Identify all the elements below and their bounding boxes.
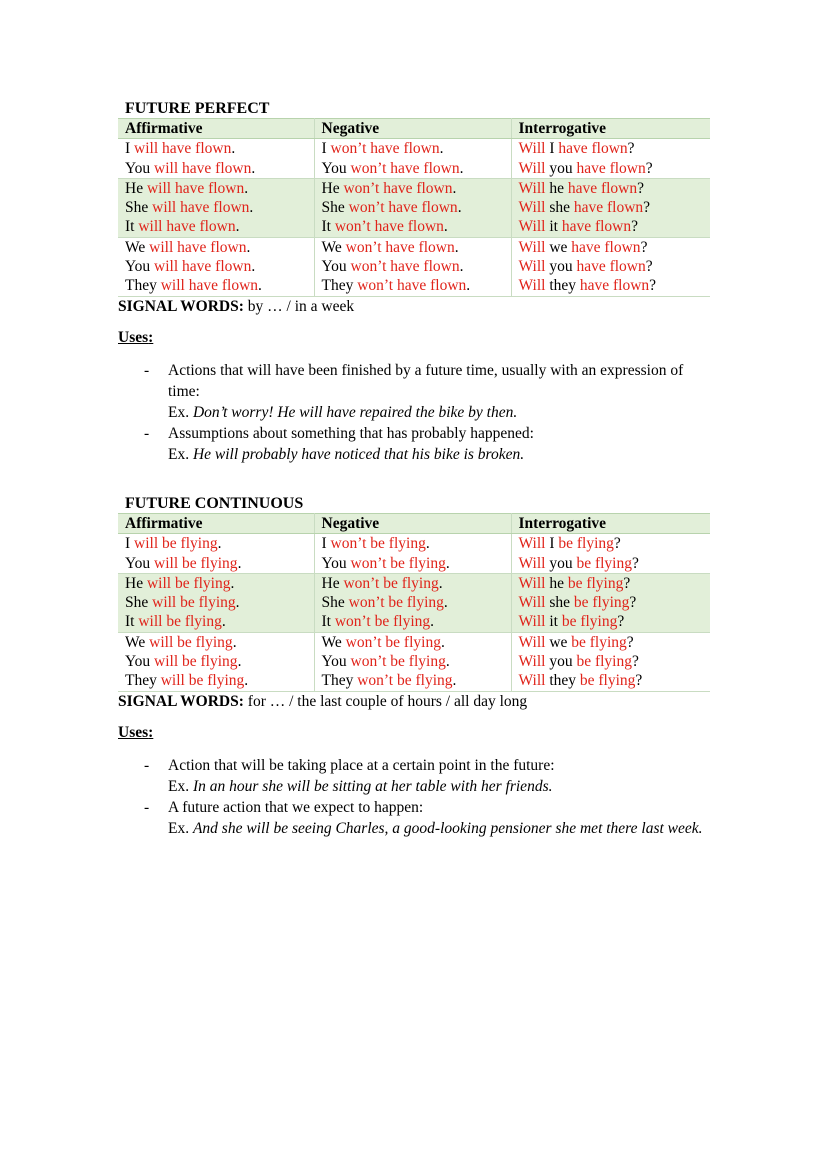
cell-negative: [314, 276, 511, 296]
verb-form: will have flown: [146, 179, 245, 197]
word: He: [125, 574, 147, 592]
word: We: [125, 238, 150, 256]
use-description: A future action that we expect to happen:: [168, 798, 424, 816]
signal-words: [118, 297, 710, 317]
word: You: [125, 159, 155, 177]
word: we: [545, 238, 572, 256]
uses-heading-text: Uses: [118, 723, 149, 741]
verb-form: be flying: [558, 535, 614, 553]
cell-interrogative: [511, 257, 710, 276]
cell-interrogative: [511, 198, 710, 217]
word: .: [249, 199, 254, 217]
word: .: [452, 179, 457, 197]
word: It: [125, 218, 139, 236]
word: .: [443, 218, 448, 236]
header-negative: Negative: [314, 119, 511, 139]
verb-form: Will: [518, 672, 546, 690]
word: She: [125, 199, 153, 217]
table-row: [118, 217, 710, 237]
future-continuous-section: [118, 494, 710, 839]
cell-negative: [314, 593, 511, 612]
example-text: Don’t worry! He will have repaired the bike by then.: [192, 403, 518, 421]
verb-form: won’t have flown: [350, 159, 460, 177]
word: .: [217, 535, 222, 553]
verb-form: Will: [518, 159, 546, 177]
word: .: [246, 238, 251, 256]
verb-form: won’t be flying: [343, 574, 439, 592]
cell-affirmative: [118, 593, 314, 612]
verb-form: won’t have flown: [357, 277, 467, 295]
cell-affirmative: [118, 198, 314, 217]
word: ?: [649, 277, 657, 295]
dash-bullet: -: [144, 361, 150, 379]
word: you: [545, 258, 577, 276]
cell-affirmative: [118, 534, 314, 554]
future-perfect-section: [118, 99, 710, 465]
word: It: [321, 613, 335, 631]
verb-form: be flying: [579, 672, 636, 690]
verb-form: have flown: [571, 238, 641, 256]
verb-form: will be flying: [138, 613, 222, 631]
verb-form: will be flying: [152, 594, 236, 612]
uses-list: [118, 360, 710, 465]
use-description: Action that will be taking place at a certain point in the future:: [168, 756, 555, 774]
word: ?: [640, 238, 648, 256]
word: he: [545, 179, 568, 197]
table-row: [118, 593, 710, 612]
verb-form: will have flown: [154, 258, 252, 276]
word: .: [466, 277, 471, 295]
verb-form: Will: [518, 199, 546, 217]
cell-interrogative: [511, 217, 710, 237]
uses-heading: [118, 328, 710, 348]
verb-form: be flying: [576, 653, 632, 671]
word: .: [425, 535, 430, 553]
word: .: [440, 633, 445, 651]
table-header-row: [118, 514, 710, 534]
word: They: [321, 672, 358, 690]
word: You: [125, 258, 155, 276]
word: she: [545, 594, 574, 612]
cell-interrogative: [511, 671, 710, 691]
future-perfect-title: FUTURE PERFECT: [125, 100, 270, 117]
cell-interrogative: [511, 612, 710, 632]
verb-form: won’t be flying: [334, 613, 431, 631]
verb-form: won’t be flying: [345, 633, 441, 651]
cell-negative: [314, 198, 511, 217]
word: .: [237, 653, 242, 671]
word: He: [125, 179, 147, 197]
list-item: [118, 423, 710, 465]
verb-form: be flying: [567, 574, 624, 592]
table-row: [118, 632, 710, 652]
verb-form: won’t have flown: [330, 140, 440, 158]
table-row: [118, 554, 710, 574]
cell-affirmative: [118, 178, 314, 198]
cell-affirmative: [118, 257, 314, 276]
word: He: [321, 179, 344, 197]
cell-interrogative: [511, 276, 710, 296]
verb-form: be flying: [561, 613, 618, 631]
cell-negative: [314, 217, 511, 237]
word: .: [445, 653, 450, 671]
table-row: [118, 652, 710, 671]
table-row: [118, 139, 710, 159]
word: .: [457, 199, 462, 217]
word: You: [321, 653, 351, 671]
cell-negative: [314, 612, 511, 632]
word: they: [545, 672, 580, 690]
verb-form: Will: [518, 277, 546, 295]
dash-bullet: -: [144, 756, 150, 774]
verb-form: be flying: [571, 633, 627, 651]
future-perfect-table: [118, 118, 710, 297]
word: They: [125, 277, 161, 295]
verb-form: Will: [518, 574, 546, 592]
word: ?: [629, 594, 637, 612]
cell-negative: [314, 237, 511, 257]
table-row: [118, 612, 710, 632]
cell-negative: [314, 534, 511, 554]
cell-affirmative: [118, 554, 314, 574]
word: you: [545, 653, 577, 671]
word: .: [231, 140, 236, 158]
uses-heading-colon: :: [148, 723, 154, 741]
header-negative: Negative: [314, 514, 511, 534]
use-description: Assumptions about something that has probably happened:: [168, 424, 534, 442]
verb-form: won’t be flying: [350, 554, 446, 572]
word: She: [125, 594, 153, 612]
word: .: [251, 258, 256, 276]
word: .: [230, 574, 235, 592]
word: .: [452, 672, 457, 690]
word: she: [545, 199, 574, 217]
word: .: [445, 554, 450, 572]
word: .: [235, 594, 240, 612]
word: We: [321, 238, 346, 256]
word: .: [235, 218, 240, 236]
word: ?: [635, 672, 643, 690]
word: I: [321, 140, 331, 158]
signal-words-text: by … / in a week: [243, 297, 355, 315]
word: He: [321, 574, 344, 592]
example-prefix: Ex.: [168, 777, 193, 795]
uses-heading: [118, 723, 710, 743]
use-example: [168, 402, 710, 423]
cell-affirmative: [118, 217, 314, 237]
verb-form: Will: [518, 535, 546, 553]
cell-negative: [314, 573, 511, 593]
cell-affirmative: [118, 612, 314, 632]
verb-form: will have flown: [152, 199, 250, 217]
verb-form: Will: [518, 218, 546, 236]
verb-form: Will: [518, 179, 546, 197]
cell-negative: [314, 178, 511, 198]
verb-form: won’t have flown: [350, 258, 460, 276]
word: I: [545, 140, 559, 158]
cell-interrogative: [511, 554, 710, 574]
word: ?: [631, 653, 639, 671]
cell-negative: [314, 159, 511, 179]
cell-interrogative: [511, 534, 710, 554]
word: They: [125, 672, 161, 690]
verb-form: Will: [518, 613, 546, 631]
cell-interrogative: [511, 159, 710, 179]
verb-form: will be flying: [134, 535, 218, 553]
table-row: [118, 671, 710, 691]
verb-form: have flown: [576, 258, 646, 276]
verb-form: Will: [518, 258, 546, 276]
cell-affirmative: [118, 652, 314, 671]
verb-form: will have flown: [149, 238, 247, 256]
future-continuous-title: FUTURE CONTINUOUS: [125, 495, 304, 512]
verb-form: won’t have flown: [343, 179, 453, 197]
cell-affirmative: [118, 237, 314, 257]
cell-interrogative: [511, 593, 710, 612]
word: ?: [617, 613, 625, 631]
word: .: [251, 159, 256, 177]
word: ?: [631, 554, 639, 572]
table-row: [118, 276, 710, 296]
word: .: [232, 633, 237, 651]
cell-affirmative: [118, 159, 314, 179]
word: I: [545, 535, 559, 553]
verb-form: have flown: [573, 199, 644, 217]
word: ?: [643, 199, 651, 217]
dash-bullet: -: [144, 424, 150, 442]
verb-form: Will: [518, 238, 546, 256]
verb-form: will have flown: [160, 277, 259, 295]
word: ?: [613, 535, 621, 553]
example-text: And she will be seeing Charles, a good-looking pensioner she met there last week.: [192, 819, 703, 837]
list-item: [118, 755, 710, 797]
cell-negative: [314, 139, 511, 159]
table-row: [118, 573, 710, 593]
word: .: [221, 613, 226, 631]
verb-form: Will: [518, 140, 546, 158]
word: .: [244, 672, 249, 690]
word: I: [125, 140, 135, 158]
word: they: [545, 277, 580, 295]
verb-form: will be flying: [154, 554, 238, 572]
header-affirmative: Affirmative: [118, 514, 314, 534]
table-header-row: [118, 119, 710, 139]
verb-form: will have flown: [134, 140, 232, 158]
word: They: [321, 277, 358, 295]
word: You: [321, 554, 351, 572]
verb-form: have flown: [567, 179, 638, 197]
word: It: [321, 218, 335, 236]
cell-interrogative: [511, 178, 710, 198]
cell-affirmative: [118, 139, 314, 159]
verb-form: have flown: [558, 140, 628, 158]
signal-words-text: for … / the last couple of hours / all day long: [243, 692, 528, 710]
cell-interrogative: [511, 652, 710, 671]
word: She: [321, 199, 349, 217]
header-affirmative: Affirmative: [118, 119, 314, 139]
cell-negative: [314, 257, 511, 276]
signal-words-label: SIGNAL WORDS:: [118, 297, 244, 315]
cell-negative: [314, 652, 511, 671]
cell-affirmative: [118, 632, 314, 652]
verb-form: will be flying: [154, 653, 238, 671]
future-continuous-table: [118, 513, 710, 692]
verb-form: be flying: [576, 554, 632, 572]
uses-heading-colon: :: [148, 328, 154, 346]
word: ?: [637, 179, 645, 197]
verb-form: won’t be flying: [348, 594, 444, 612]
uses-heading-text: Uses: [118, 328, 149, 346]
word: .: [459, 159, 464, 177]
word: She: [321, 594, 349, 612]
verb-form: be flying: [573, 594, 630, 612]
verb-form: will be flying: [146, 574, 231, 592]
word: it: [545, 218, 562, 236]
word: .: [439, 140, 444, 158]
word: ?: [626, 633, 634, 651]
word: It: [125, 613, 139, 631]
example-text: He will probably have noticed that his bike is broken.: [192, 445, 525, 463]
use-example: [168, 444, 710, 465]
verb-form: have flown: [561, 218, 632, 236]
word: I: [125, 535, 135, 553]
example-prefix: Ex.: [168, 403, 193, 421]
table-row: [118, 178, 710, 198]
verb-form: won’t have flown: [334, 218, 444, 236]
cell-interrogative: [511, 632, 710, 652]
use-description: Actions that will have been finished by a future time, usually with an expression of time:: [168, 361, 684, 400]
cell-interrogative: [511, 237, 710, 257]
list-item: [118, 797, 710, 839]
word: You: [125, 554, 155, 572]
word: you: [545, 554, 577, 572]
uses-list: [118, 755, 710, 839]
verb-form: have flown: [579, 277, 650, 295]
cell-affirmative: [118, 671, 314, 691]
signal-words: [118, 692, 710, 712]
verb-form: Will: [518, 653, 546, 671]
word: I: [321, 535, 331, 553]
word: we: [545, 633, 572, 651]
verb-form: will have flown: [138, 218, 236, 236]
word: it: [545, 613, 562, 631]
cell-interrogative: [511, 573, 710, 593]
verb-form: Will: [518, 594, 546, 612]
cell-negative: [314, 632, 511, 652]
word: We: [125, 633, 150, 651]
example-prefix: Ex.: [168, 819, 193, 837]
word: ?: [623, 574, 631, 592]
word: ?: [627, 140, 635, 158]
cell-negative: [314, 671, 511, 691]
word: .: [459, 258, 464, 276]
verb-form: have flown: [576, 159, 646, 177]
table-row: [118, 198, 710, 217]
cell-interrogative: [511, 139, 710, 159]
cell-affirmative: [118, 276, 314, 296]
word: .: [443, 594, 448, 612]
word: .: [258, 277, 262, 295]
word: ?: [645, 159, 653, 177]
word: .: [430, 613, 435, 631]
verb-form: won’t have flown: [345, 238, 455, 256]
verb-form: will be flying: [160, 672, 245, 690]
dash-bullet: -: [144, 798, 150, 816]
word: .: [244, 179, 249, 197]
verb-form: will be flying: [149, 633, 233, 651]
signal-words-label: SIGNAL WORDS:: [118, 692, 244, 710]
cell-negative: [314, 554, 511, 574]
word: .: [237, 554, 242, 572]
verb-form: won’t be flying: [330, 535, 426, 553]
table-row: [118, 159, 710, 179]
word: you: [545, 159, 577, 177]
table-row: [118, 534, 710, 554]
use-example: [168, 776, 710, 797]
table-row: [118, 237, 710, 257]
verb-form: won’t be flying: [357, 672, 453, 690]
verb-form: will have flown: [154, 159, 252, 177]
word: ?: [631, 218, 638, 236]
cell-affirmative: [118, 573, 314, 593]
verb-form: Will: [518, 554, 546, 572]
use-example: [168, 818, 710, 839]
verb-form: Will: [518, 633, 546, 651]
example-prefix: Ex.: [168, 445, 193, 463]
word: You: [321, 258, 351, 276]
header-interrogative: Interrogative: [511, 119, 710, 139]
word: ?: [645, 258, 653, 276]
table-row: [118, 257, 710, 276]
word: You: [321, 159, 351, 177]
example-text: In an hour she will be sitting at her table with her friends.: [192, 777, 553, 795]
word: We: [321, 633, 346, 651]
word: You: [125, 653, 155, 671]
verb-form: won’t have flown: [348, 199, 458, 217]
verb-form: won’t be flying: [350, 653, 446, 671]
word: he: [545, 574, 568, 592]
header-interrogative: Interrogative: [511, 514, 710, 534]
list-item: [118, 360, 710, 423]
word: .: [454, 238, 459, 256]
word: .: [438, 574, 443, 592]
